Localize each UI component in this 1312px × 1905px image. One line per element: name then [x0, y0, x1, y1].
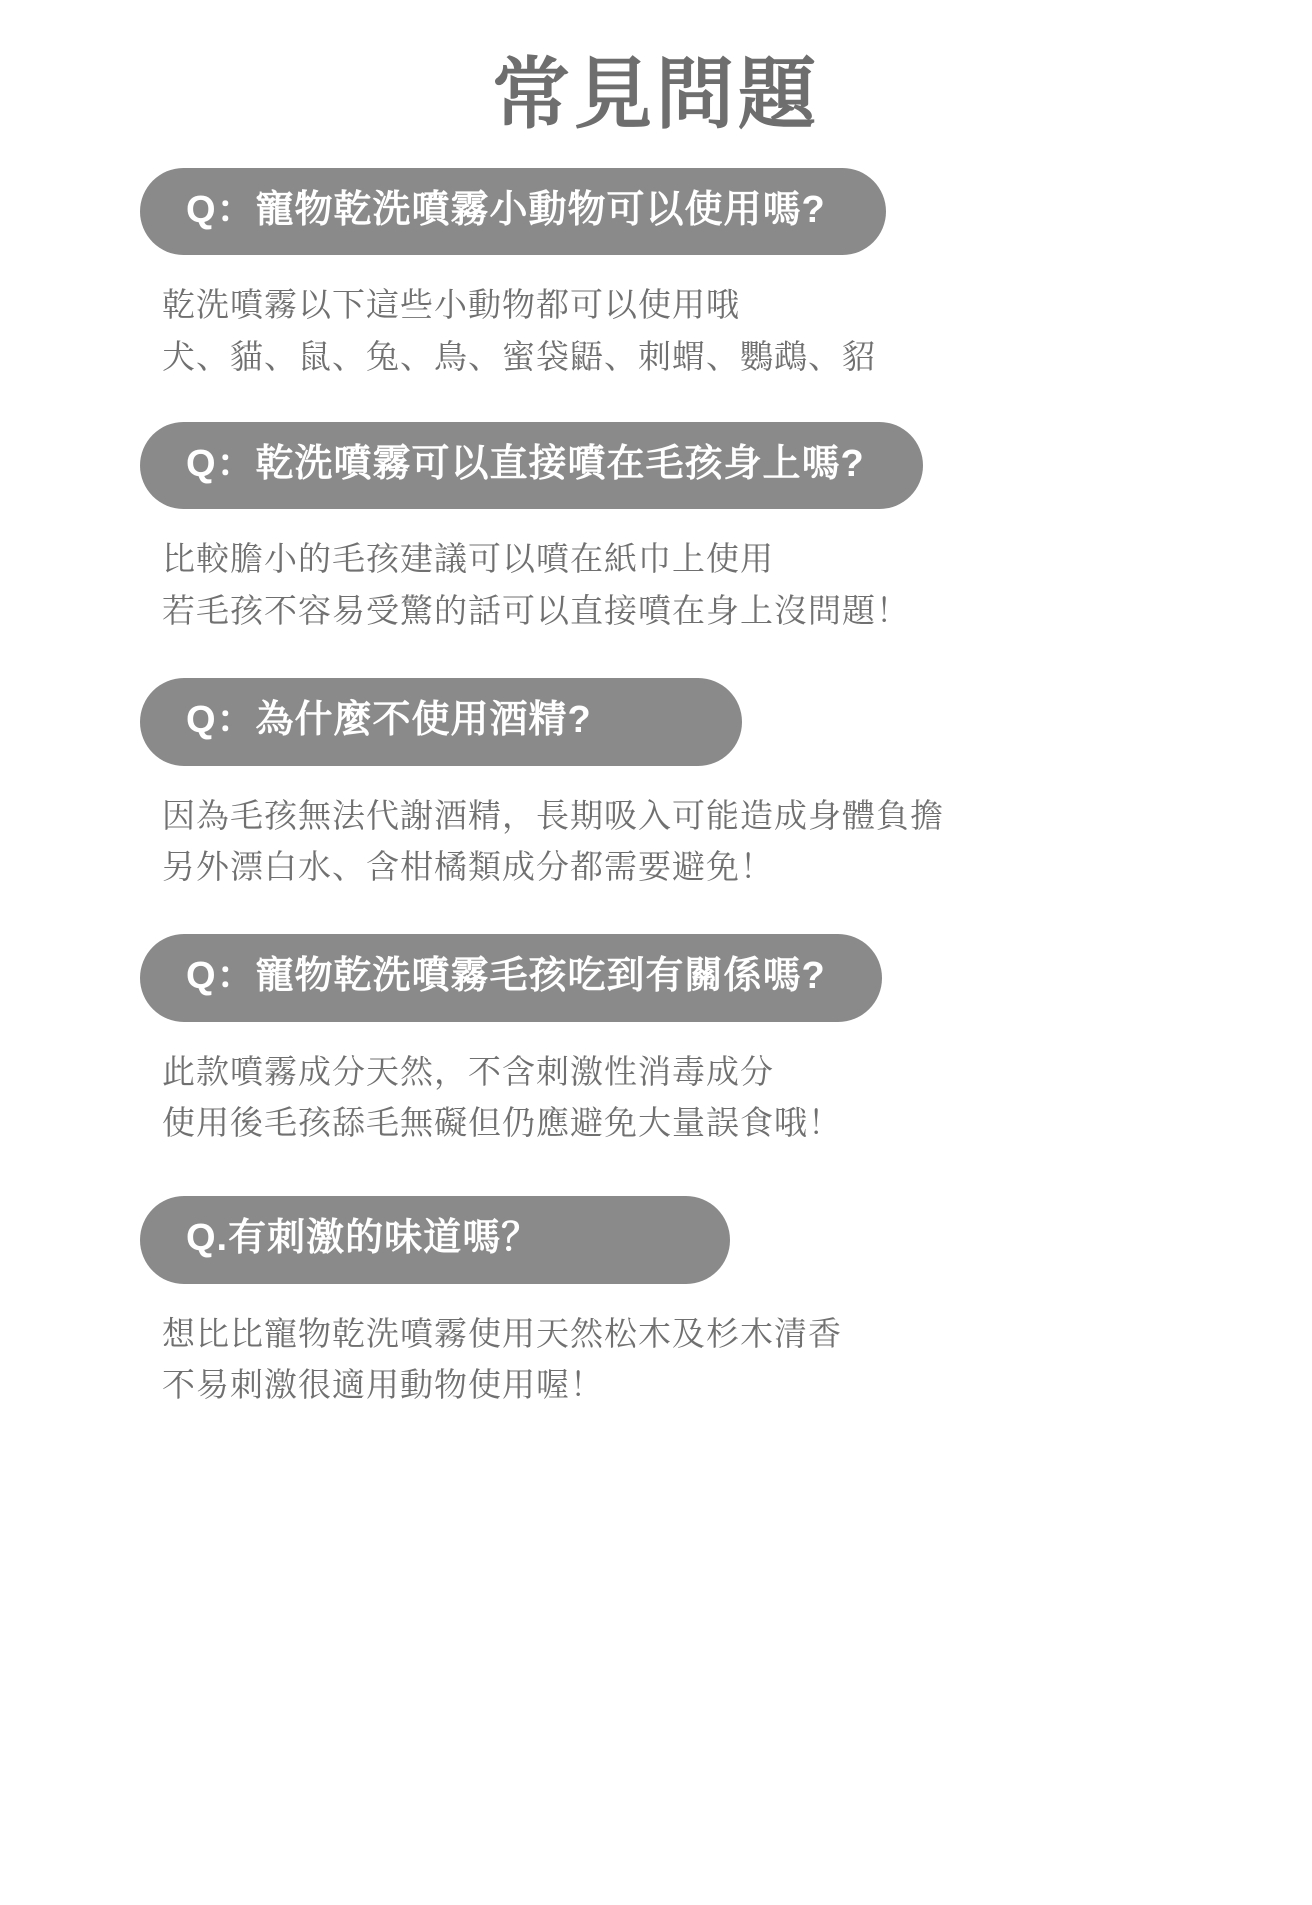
faq-answer-line: 因為毛孩無法代謝酒精，長期吸入可能造成身體負擔 — [162, 796, 944, 834]
faq-answer — [140, 255, 1172, 381]
faq-answer-line: 犬、貓、鼠、兔、鳥、蜜袋鼯、刺蝟、鸚鵡、貂 — [162, 337, 876, 375]
faq-item — [140, 1196, 1172, 1410]
faq-item — [140, 168, 1172, 382]
faq-question: Q：為什麼不使用酒精? — [140, 678, 742, 766]
faq-answer — [140, 509, 1172, 635]
faq-question: Q：乾洗噴霧可以直接噴在毛孩身上嗎? — [140, 422, 923, 510]
faq-item — [140, 422, 1172, 636]
faq-answer-line: 此款噴霧成分天然，不含刺激性消毒成分 — [162, 1052, 774, 1090]
faq-question: Q.有刺激的味道嗎？ — [140, 1196, 730, 1284]
faq-answer — [140, 1284, 1172, 1410]
faq-answer-line: 想比比寵物乾洗噴霧使用天然松木及杉木清香 — [162, 1314, 842, 1352]
faq-question: Q：寵物乾洗噴霧毛孩吃到有關係嗎? — [140, 934, 882, 1022]
faq-question: Q：寵物乾洗噴霧小動物可以使用嗎? — [140, 168, 886, 256]
faq-item — [140, 678, 1172, 892]
faq-answer-line: 使用後毛孩舔毛無礙但仍應避免大量誤食哦！ — [162, 1103, 842, 1141]
faq-answer-line: 若毛孩不容易受驚的話可以直接噴在身上沒問題！ — [162, 591, 910, 629]
faq-answer-line: 比較膽小的毛孩建議可以噴在紙巾上使用 — [162, 540, 774, 578]
faq-answer-line: 另外漂白水、含柑橘類成分都需要避免！ — [162, 847, 774, 885]
page-title: 常見問題 — [491, 50, 820, 138]
faq-item — [140, 934, 1172, 1148]
faq-answer-line: 不易刺激很適用動物使用喔！ — [162, 1365, 604, 1403]
faq-answer — [140, 766, 1172, 892]
faq-list — [140, 168, 1172, 1410]
faq-answer-line: 乾洗噴霧以下這些小動物都可以使用哦 — [162, 286, 740, 324]
faq-answer — [140, 1022, 1172, 1148]
